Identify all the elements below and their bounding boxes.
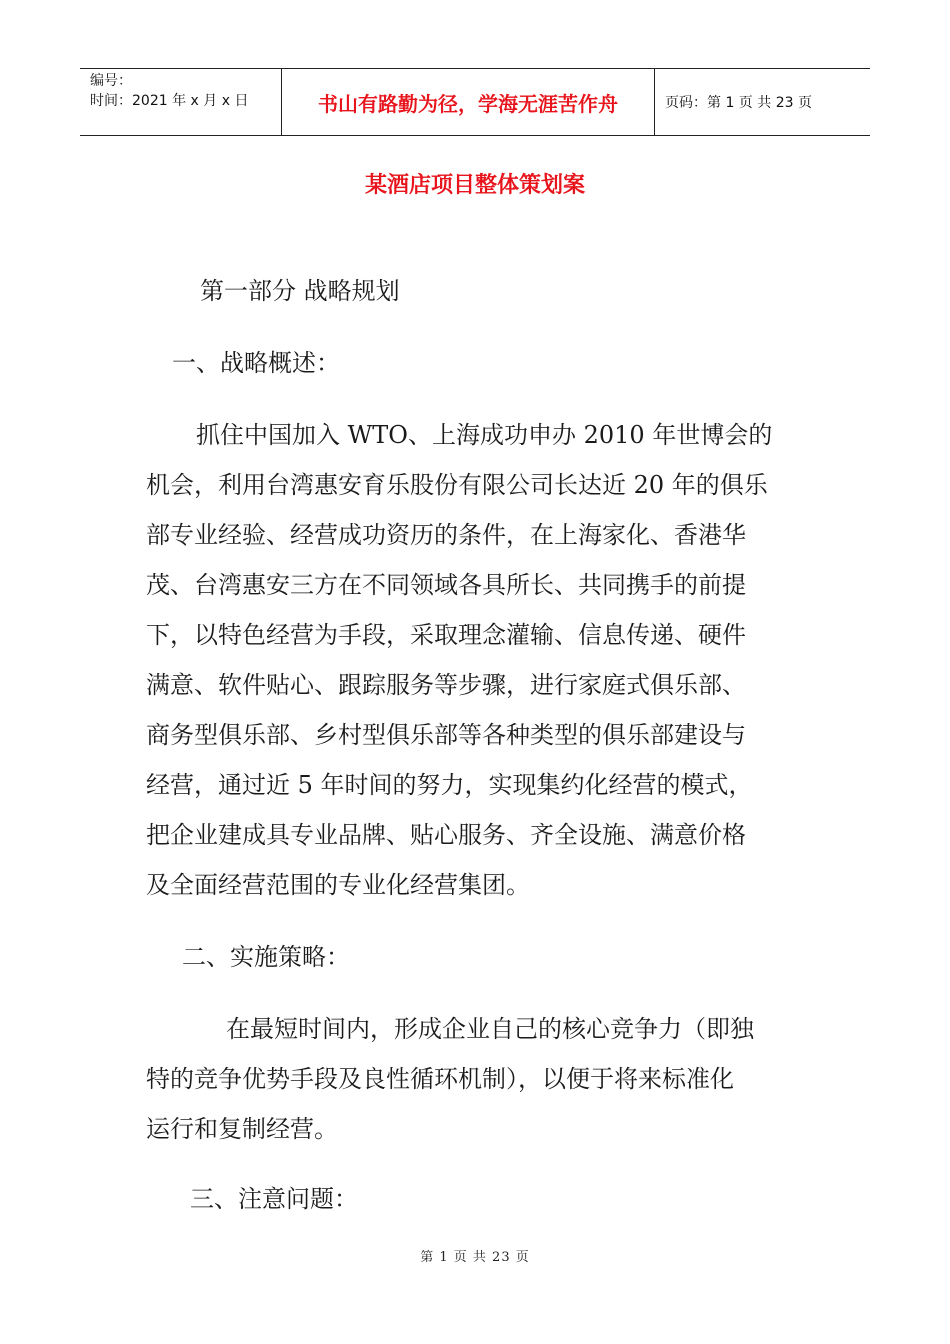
section1-line: 抓住中国加入 WTO、上海成功申办 2010 年世博会的 <box>196 421 773 449</box>
section1-line: 及全面经营范围的专业化经营集团。 <box>146 871 530 899</box>
header-motto: 书山有路勤为径，学海无涯苦作舟 <box>281 69 655 135</box>
section1-line: 经营，通过近 5 年时间的努力，实现集约化经营的模式， <box>146 771 753 799</box>
part-heading: 第一部分 战略规划 <box>200 277 400 305</box>
number-label: 编号： <box>90 73 132 89</box>
document-header <box>80 68 870 136</box>
section2-line: 运行和复制经营。 <box>146 1115 338 1143</box>
document-title: 某酒店项目整体策划案 <box>364 173 585 198</box>
header-meta <box>80 69 281 135</box>
date-label: 时间：2021 年 x 月 x 日 <box>90 93 249 109</box>
section2-line: 在最短时间内，形成企业自己的核心竞争力（即独 <box>226 1015 754 1043</box>
page-footer: 第 1 页 共 23 页 <box>420 1250 530 1265</box>
section3-heading: 三、注意问题： <box>190 1185 358 1213</box>
section1-line: 满意、软件贴心、跟踪服务等步骤，进行家庭式俱乐部、 <box>146 671 746 699</box>
section1-line: 部专业经验、经营成功资历的条件，在上海家化、香港华 <box>146 521 746 549</box>
section1-line: 茂、台湾惠安三方在不同领域各具所长、共同携手的前提 <box>146 571 746 599</box>
header-page-code: 页码：第 1 页 共 23 页 <box>665 95 812 111</box>
section1-line: 下，以特色经营为手段，采取理念灌输、信息传递、硬件 <box>146 621 746 649</box>
section1-line: 把企业建成具专业品牌、贴心服务、齐全设施、满意价格 <box>146 821 746 849</box>
section1-line: 机会，利用台湾惠安育乐股份有限公司长达近 20 年的俱乐 <box>146 471 768 499</box>
section1-line: 商务型俱乐部、乡村型俱乐部等各种类型的俱乐部建设与 <box>146 721 746 749</box>
section1-heading: 一、战略概述： <box>172 349 340 377</box>
section2-line: 特的竞争优势手段及良性循环机制），以便于将来标准化 <box>146 1065 734 1093</box>
section2-heading: 二、实施策略： <box>182 943 350 971</box>
